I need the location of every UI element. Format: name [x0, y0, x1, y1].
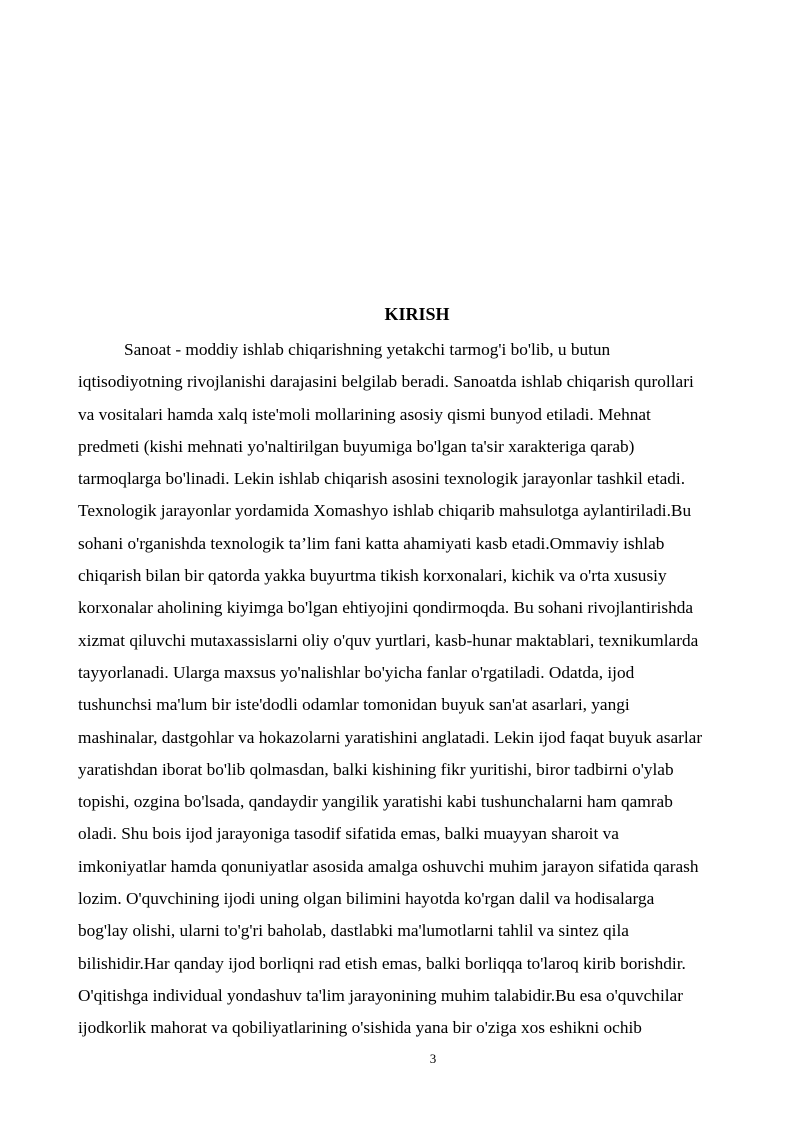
text-line: oladi. Shu bois ijod jarayoniga tasodif sifatida emas, balki muayyan sharoit va: [78, 824, 619, 844]
text-line: tayyorlanadi. Ularga maxsus yo'nalishlar bo'yicha fanlar o'rgatiladi. Odatda, ijod: [78, 662, 635, 682]
document-heading: KIRISH: [384, 304, 450, 324]
text-line: O'qitishga individual yondashuv ta'lim jarayonining muhim talabidir.Bu esa o'quvchilar: [78, 985, 683, 1005]
body-paragraph: [78, 334, 768, 1045]
text-line: iqtisodiyotning rivojlanishi darajasini belgilab beradi. Sanoatda ishlab chiqarish qurollari: [78, 372, 694, 392]
text-line: Sanoat - moddiy ishlab chiqarishning yetakchi tarmog'i bo'lib, u butun: [124, 340, 611, 359]
page-number: 3: [429, 1051, 437, 1066]
text-line: va vositalari hamda xalq iste'moli mollarining asosiy qismi bunyod etiladi. Mehnat: [78, 404, 651, 424]
text-line: topishi, ozgina bo'lsada, qandaydir yangilik yaratishi kabi tushunchalarni ham qamrab: [78, 792, 673, 812]
text-line: bog'lay olishi, ularni to'g'ri baholab, dastlabki ma'lumotlarni tahlil va sintez qila: [78, 921, 629, 941]
text-line: xizmat qiluvchi mutaxassislarni oliy o'quv yurtlari, kasb-hunar maktablari, texnikumlarda: [78, 630, 699, 650]
text-line: lozim. O'quvchining ijodi uning olgan bilimini hayotda ko'rgan dalil va hodisalarga: [78, 889, 655, 909]
text-line: yaratishdan iborat bo'lib qolmasdan, balki kishining fikr yuritishi, biror tadbirni o'ylab: [78, 759, 674, 779]
text-line: mashinalar, dastgohlar va hokazolarni yaratishini anglatadi. Lekin ijod faqat buyuk asarlar: [78, 727, 703, 747]
text-line: ijodkorlik mahorat va qobiliyatlarining o'sishida yana bir o'ziga xos eshikni ochib: [78, 1018, 642, 1038]
text-line: tushunchsi ma'lum bir iste'dodli odamlar tomonidan buyuk san'at asarlari, yangi: [78, 695, 630, 715]
text-line: predmeti (kishi mehnati yo'naltirilgan buyumiga bo'lgan ta'sir xarakteriga qarab): [78, 436, 635, 456]
text-line: tarmoqlarga bo'linadi. Lekin ishlab chiqarish asosini texnologik jarayonlar tashkil etadi.: [78, 469, 686, 489]
text-line: sohani o'rganishda texnologik ta’lim fani katta ahamiyati kasb etadi.Ommaviy ishlab: [78, 533, 665, 553]
text-line: chiqarish bilan bir qatorda yakka buyurtma tikish korxonalari, kichik va o'rta xususiy: [78, 566, 667, 586]
text-line: bilishidir.Har qanday ijod borliqni rad etish emas, balki borliqqa to'laroq kirib borishdir.: [78, 953, 686, 973]
text-line: korxonalar aholining kiyimga bo'lgan ehtiyojini qondirmoqda. Bu sohani rivojlantirishda: [78, 598, 694, 618]
text-line: Texnologik jarayonlar yordamida Xomashyo ishlab chiqarib mahsulotga aylantiriladi.Bu: [78, 501, 692, 521]
text-line: imkoniyatlar hamda qonuniyatlar asosida amalga oshuvchi muhim jarayon sifatida qarash: [78, 856, 699, 876]
